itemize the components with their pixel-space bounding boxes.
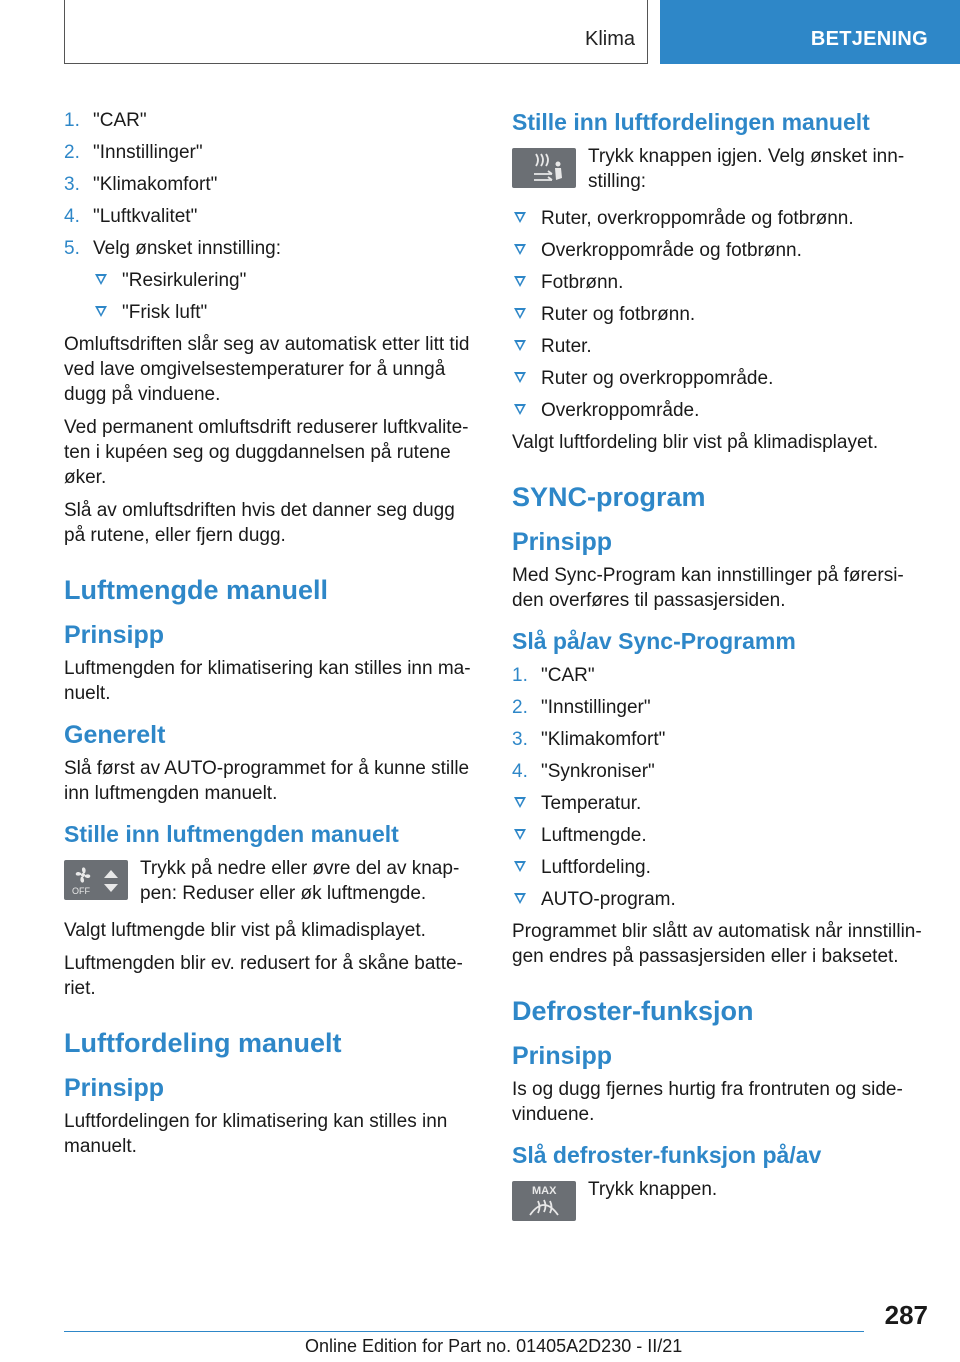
step-text: "Innstillinger"	[541, 697, 651, 718]
heading-sync-onoff: Slå på/av Sync-Programm	[512, 628, 796, 654]
heading-stille-luftmengde: Stille inn luftmengden manuelt	[64, 821, 399, 847]
list-item	[64, 140, 478, 165]
heading-prinsipp: Prinsipp	[512, 1042, 613, 1070]
heading-prinsipp: Prinsipp	[512, 528, 613, 556]
list-item	[512, 334, 928, 359]
heading-prinsipp: Prinsipp	[64, 621, 165, 649]
option-text: Overkroppområde.	[541, 400, 700, 421]
triangle-bullet-icon	[514, 372, 526, 383]
chapter-title: Klima	[584, 28, 635, 50]
paragraph: Omluftsdriften slår seg av automatisk etter litt tid ved lave omgivelsestemperaturer for å unngå dugg på vinduene.	[64, 334, 470, 405]
list-item	[64, 108, 478, 133]
list-item	[64, 204, 478, 229]
page-number: 287	[884, 1300, 928, 1330]
heading-defroster-onoff: Slå defroster-funksjon på/av	[512, 1142, 822, 1168]
option-text: Temperatur.	[541, 793, 642, 814]
header-section-tab	[660, 0, 960, 64]
heading-luftmengde: Luftmengde manuell	[64, 575, 329, 605]
paragraph: Slå først av AUTO-programmet for å kunne stille inn luftmengden manuelt.	[64, 758, 470, 804]
air-distribution-button-icon	[512, 148, 576, 188]
option-text: Fotbrønn.	[541, 272, 624, 293]
header-chapter-box	[64, 0, 648, 64]
option-text: "Frisk luft"	[122, 302, 208, 323]
list-item	[512, 366, 928, 391]
triangle-bullet-icon	[514, 308, 526, 319]
paragraph: Luftmengden for klimatisering kan stilles inn manuelt.	[64, 658, 471, 704]
list-item	[512, 302, 928, 327]
paragraph: Programmet blir slått av automatisk når innstillingen endres på passasjersiden eller i baksetet.	[512, 921, 922, 967]
option-text: Ruter og overkroppområde.	[541, 368, 774, 389]
paragraph: Is og dugg fjernes hurtig fra frontruten og sidevinduene.	[512, 1079, 903, 1125]
option-text: AUTO-program.	[541, 889, 676, 910]
paragraph: Luftmengden blir ev. redusert for å skåne batteriet.	[64, 953, 463, 999]
step-number: 1.	[512, 665, 528, 686]
fan-button-instruction	[64, 856, 478, 906]
list-item	[512, 398, 928, 423]
step-text: "Synkroniser"	[541, 761, 655, 782]
triangle-bullet-icon	[514, 861, 526, 872]
triangle-bullet-icon	[514, 404, 526, 415]
fan-instruction-text: Trykk på nedre eller øvre del av knappen: Reduser eller øk luftmengde.	[140, 858, 460, 904]
step-number: 4.	[512, 761, 528, 782]
option-text: Luftfordeling.	[541, 857, 651, 878]
list-item	[93, 268, 478, 293]
step-number: 1.	[64, 110, 80, 131]
heading-stille-luftfordeling: Stille inn luftfordelingen manuelt	[512, 109, 870, 135]
footer-divider	[64, 1331, 864, 1332]
list-item	[512, 695, 928, 720]
triangle-bullet-icon	[514, 212, 526, 223]
option-text: Ruter og fotbrønn.	[541, 304, 696, 325]
list-item	[512, 887, 928, 912]
sync-steps	[512, 663, 928, 784]
triangle-bullet-icon	[514, 244, 526, 255]
list-item	[512, 759, 928, 784]
list-item	[512, 855, 928, 880]
triangle-bullet-icon	[514, 797, 526, 808]
max-defrost-button-icon	[512, 1181, 576, 1221]
paragraph: Med Sync-Program kan innstillinger på førersiden overføres til passasjersiden.	[512, 565, 904, 611]
right-column	[512, 108, 928, 1233]
heading-prinsipp: Prinsipp	[64, 1074, 165, 1102]
off-label: OFF	[72, 886, 90, 896]
list-item	[512, 238, 928, 263]
paragraph: Slå av omluftsdriften hvis det danner seg dugg på rutene, eller fjern dugg.	[64, 500, 455, 546]
defroster-instruction-text: Trykk knappen.	[588, 1179, 718, 1200]
list-item	[512, 663, 928, 688]
heading-luftfordeling: Luftfordeling manuelt	[64, 1028, 342, 1058]
option-text: "Resirkulering"	[122, 270, 247, 291]
heading-sync-program: SYNC-program	[512, 482, 706, 512]
fan-speed-button-icon	[64, 860, 128, 900]
list-item	[64, 172, 478, 197]
air-quality-steps	[64, 108, 478, 261]
step-text: "CAR"	[541, 665, 595, 686]
step-text: Velg ønsket innstilling:	[93, 238, 281, 259]
option-text: Luftmengde.	[541, 825, 647, 846]
paragraph: Valgt luftmengde blir vist på klimadisplayet.	[64, 920, 426, 941]
triangle-bullet-icon	[514, 340, 526, 351]
step-text: "Klimakomfort"	[541, 729, 666, 750]
triangle-bullet-icon	[514, 276, 526, 287]
left-column	[64, 108, 478, 1167]
option-text: Ruter.	[541, 336, 592, 357]
distribution-instruction-text: Trykk knappen igjen. Velg ønsket innstilling:	[588, 146, 905, 192]
heading-generelt: Generelt	[64, 721, 166, 749]
paragraph: Valgt luftfordeling blir vist på klimadisplayet.	[512, 432, 879, 453]
option-text: Overkroppområde og fotbrønn.	[541, 240, 802, 261]
triangle-bullet-icon	[514, 829, 526, 840]
triangle-bullet-icon	[95, 274, 107, 285]
list-item	[512, 727, 928, 752]
distribution-options	[512, 206, 928, 423]
option-text: Ruter, overkroppområde og fotbrønn.	[541, 208, 854, 229]
step-number: 2.	[512, 697, 528, 718]
list-item	[512, 823, 928, 848]
step-text: "Innstillinger"	[93, 142, 203, 163]
step-text: "Luftkvalitet"	[93, 206, 198, 227]
triangle-bullet-icon	[514, 893, 526, 904]
defroster-button-instruction	[512, 1177, 928, 1221]
heading-defroster: Defroster-funksjon	[512, 996, 754, 1026]
air-quality-options	[64, 268, 478, 325]
max-label: MAX	[532, 1185, 557, 1197]
section-title: BETJENING	[810, 28, 928, 50]
list-item	[512, 791, 928, 816]
step-number: 3.	[64, 174, 80, 195]
step-text: "CAR"	[93, 110, 147, 131]
paragraph: Luftfordelingen for klimatisering kan stilles inn manuelt.	[64, 1111, 448, 1157]
step-number: 3.	[512, 729, 528, 750]
list-item	[93, 300, 478, 325]
triangle-bullet-icon	[95, 306, 107, 317]
list-item	[64, 236, 478, 261]
paragraph: Ved permanent omluftsdrift reduserer luftkvaliteten i kupéen seg og duggdannelsen på rutene øker.	[64, 417, 469, 488]
list-item	[512, 270, 928, 295]
step-number: 4.	[64, 206, 80, 227]
step-number: 2.	[64, 142, 80, 163]
step-text: "Klimakomfort"	[93, 174, 218, 195]
list-item	[512, 206, 928, 231]
step-number: 5.	[64, 238, 80, 259]
sync-options	[512, 791, 928, 912]
edition-note: Online Edition for Part no. 01405A2D230 - II/21	[305, 1336, 683, 1356]
distribution-button-instruction	[512, 144, 928, 194]
